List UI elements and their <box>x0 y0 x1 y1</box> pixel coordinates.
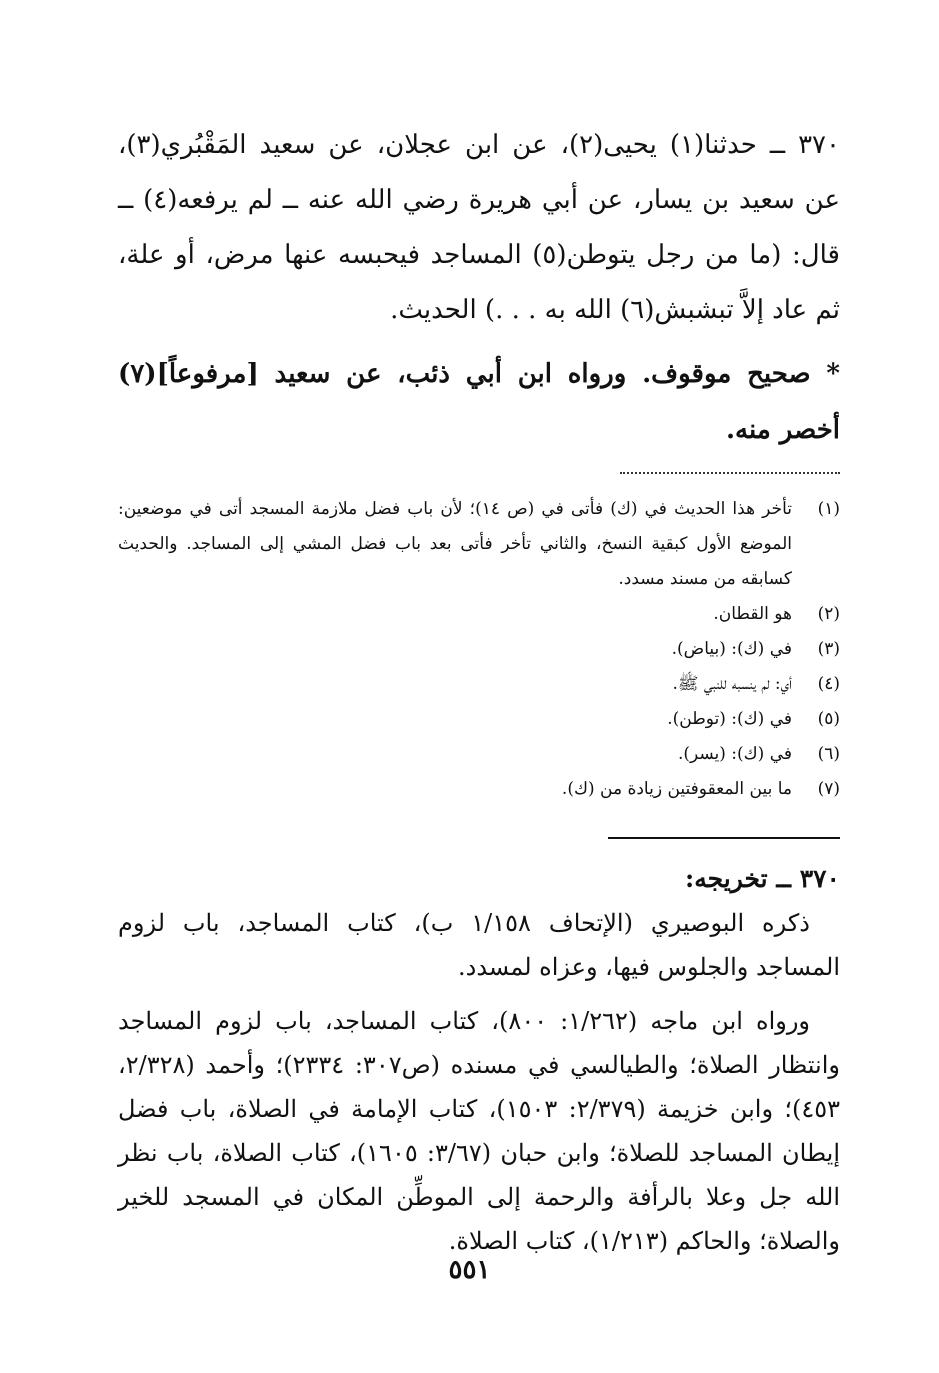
takhrij-section <box>118 901 840 1263</box>
footnote-text: تأخر هذا الحديث في (ك) فأتى في (ص ١٤)؛ لأن باب فضل ملازمة المسجد أتى في موضعين: الموضع الأول كبقية النسخ، والثاني تأخر فأتى بعد باب فضل المشي إلى المساجد. والحديث كسابقه من مسند مسدد. <box>118 499 792 589</box>
footnote-number: (٧) <box>817 779 840 799</box>
footnote-text: في (ك): (يسر). <box>677 744 792 764</box>
footnote <box>118 492 840 597</box>
footnote-text: هو القطان. <box>713 604 792 624</box>
footnote-number: (١) <box>817 499 840 519</box>
footnote-number: (٤) <box>817 674 840 694</box>
footnote <box>118 737 840 772</box>
takhrij-paragraph: ورواه ابن ماجه (١/٢٦٢: ٨٠٠)، كتاب المساجد، باب لزوم المساجد وانتظار الصلاة؛ والطيالسي في مسنده (ص٣٠٧: ٢٣٣٤)؛ وأحمد (٢/٣٢٨، ٤٥٣)؛ وابن خزيمة (٢/٣٧٩: ١٥٠٣)، كتاب الإمامة في الصلاة، باب فضل إيطان المساجد للصلاة؛ وابن حبان (٣/٦٧: ١٦٠٥)، كتاب الصلاة، باب نظر الله جل وعلا بالرأفة والرحمة إلى الموطِّن المكان في المسجد للخير والصلاة؛ والحاكم (١/٢١٣)، كتاب الصلاة. <box>118 1007 841 1255</box>
footnote-text: في (ك): (بياض). <box>671 639 792 659</box>
footnote <box>118 667 840 702</box>
footnote-text: في (ك): (توطن). <box>667 709 792 729</box>
hadith-text: ٣٧٠ ــ حدثنا(١) يحيى(٢)، عن ابن عجلان، عن سعيد المَقْبُري(٣)، عن سعيد بن يسار، عن أبي هريرة رضي الله عنه ــ لم يرفعه(٤) ــ قال: (ما من رجل يتوطن(٥) المساجد فيحبسه عنها مرض، أو علة، ثم عاد إلاَّ تبشبش(٦) الله به . . .) الحديث. <box>118 130 840 325</box>
footnote-number: (٣) <box>817 639 840 659</box>
footnote-text: ما بين المعقوفتين زيادة من (ك). <box>561 779 792 799</box>
footnote <box>118 597 840 632</box>
footnote-number: (٢) <box>817 604 840 624</box>
footnote <box>118 632 840 667</box>
section-divider <box>608 837 840 839</box>
takhrij-paragraph: ذكره البوصيري (الإتحاف ١/١٥٨ ب)، كتاب المساجد، باب لزوم المساجد والجلوس فيها، وعزاه لمسدد. <box>118 909 840 981</box>
page-body <box>118 118 840 1273</box>
footnotes <box>118 492 840 807</box>
footnote-number: (٥) <box>817 709 840 729</box>
takhrij-heading: ٣٧٠ ــ تخريجه: <box>685 864 840 893</box>
hadith-grade: * صحيح موقوف. ورواه ابن أبي ذئب، عن سعيد [مرفوعاً](٧) أخصر منه. <box>118 359 840 445</box>
page-number: ٥٥١ <box>448 1255 491 1285</box>
footnote-number: (٦) <box>817 744 840 764</box>
footnote <box>118 772 840 807</box>
footnote-text: أي: لم ينسبه للنبي ﷺ. <box>672 674 792 694</box>
dotted-separator <box>620 472 840 474</box>
footnote <box>118 702 840 737</box>
